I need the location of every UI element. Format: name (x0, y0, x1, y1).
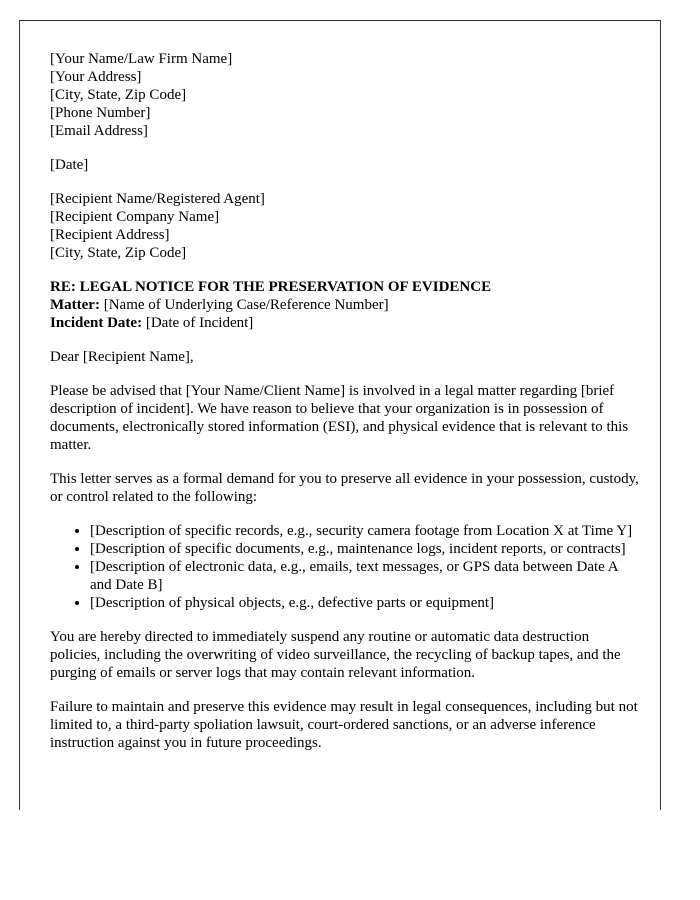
matter-line (50, 296, 640, 314)
recipient-block (50, 190, 640, 262)
sender-block (50, 50, 640, 140)
sender-phone: [Phone Number] (50, 105, 151, 121)
incident-date-line (50, 314, 640, 332)
letter-date: [Date] (50, 157, 89, 173)
recipient-city-state-zip: [City, State, Zip Code] (50, 245, 187, 261)
sender-name: [Your Name/Law Firm Name] (50, 51, 233, 67)
recipient-name: [Recipient Name/Registered Agent] (50, 191, 265, 207)
evidence-list-item: • [Description of specific documents, e.g., maintenance logs, incident reports, or contracts] (90, 540, 640, 558)
matter-label: Matter: (50, 297, 100, 313)
evidence-list-item: • [Description of physical objects, e.g., defective parts or equipment] (90, 594, 640, 612)
evidence-list-item: • [Description of specific records, e.g., security camera footage from Location X at Time Y] (90, 522, 640, 540)
recipient-company: [Recipient Company Name] (50, 209, 220, 225)
salutation: Dear [Recipient Name], (50, 349, 194, 365)
letter-content (50, 50, 640, 768)
sender-address: [Your Address] (50, 69, 142, 85)
intro-paragraph: Please be advised that [Your Name/Client Name] is involved in a legal matter regarding [brief description of incident]. We have reason to believe that your organization is in possession of documents, electronically stored information (ESI), and physical evidence that is relevant to this matter. (50, 383, 629, 453)
evidence-list (50, 522, 640, 612)
subject-re-line: RE: LEGAL NOTICE FOR THE PRESERVATION OF EVIDENCE (50, 279, 492, 295)
failure-paragraph: Failure to maintain and preserve this evidence may result in legal consequences, including but not limited to, a third-party spoliation lawsuit, court-ordered sanctions, or an adverse inference instruction against you in future proceedings. (50, 699, 638, 751)
sender-city-state-zip: [City, State, Zip Code] (50, 87, 187, 103)
incident-date-label: Incident Date: (50, 315, 143, 331)
evidence-list-item: • [Description of electronic data, e.g., emails, text messages, or GPS data between Date A and Date B] (90, 558, 640, 594)
recipient-address: [Recipient Address] (50, 227, 170, 243)
incident-date-value: [Date of Incident] (142, 315, 254, 331)
suspend-paragraph: You are hereby directed to immediately suspend any routine or automatic data destruction policies, including the overwriting of video surveillance, the recycling of backup tapes, and the purging of emails or server logs that may contain relevant information. (50, 629, 621, 681)
subject-block (50, 278, 640, 332)
date-block (50, 156, 640, 174)
sender-email: [Email Address] (50, 123, 148, 139)
letter-page (19, 20, 661, 810)
matter-value: [Name of Underlying Case/Reference Number] (99, 297, 389, 313)
demand-paragraph: This letter serves as a formal demand for you to preserve all evidence in your possession, custody, or control related to the following: (50, 471, 639, 505)
